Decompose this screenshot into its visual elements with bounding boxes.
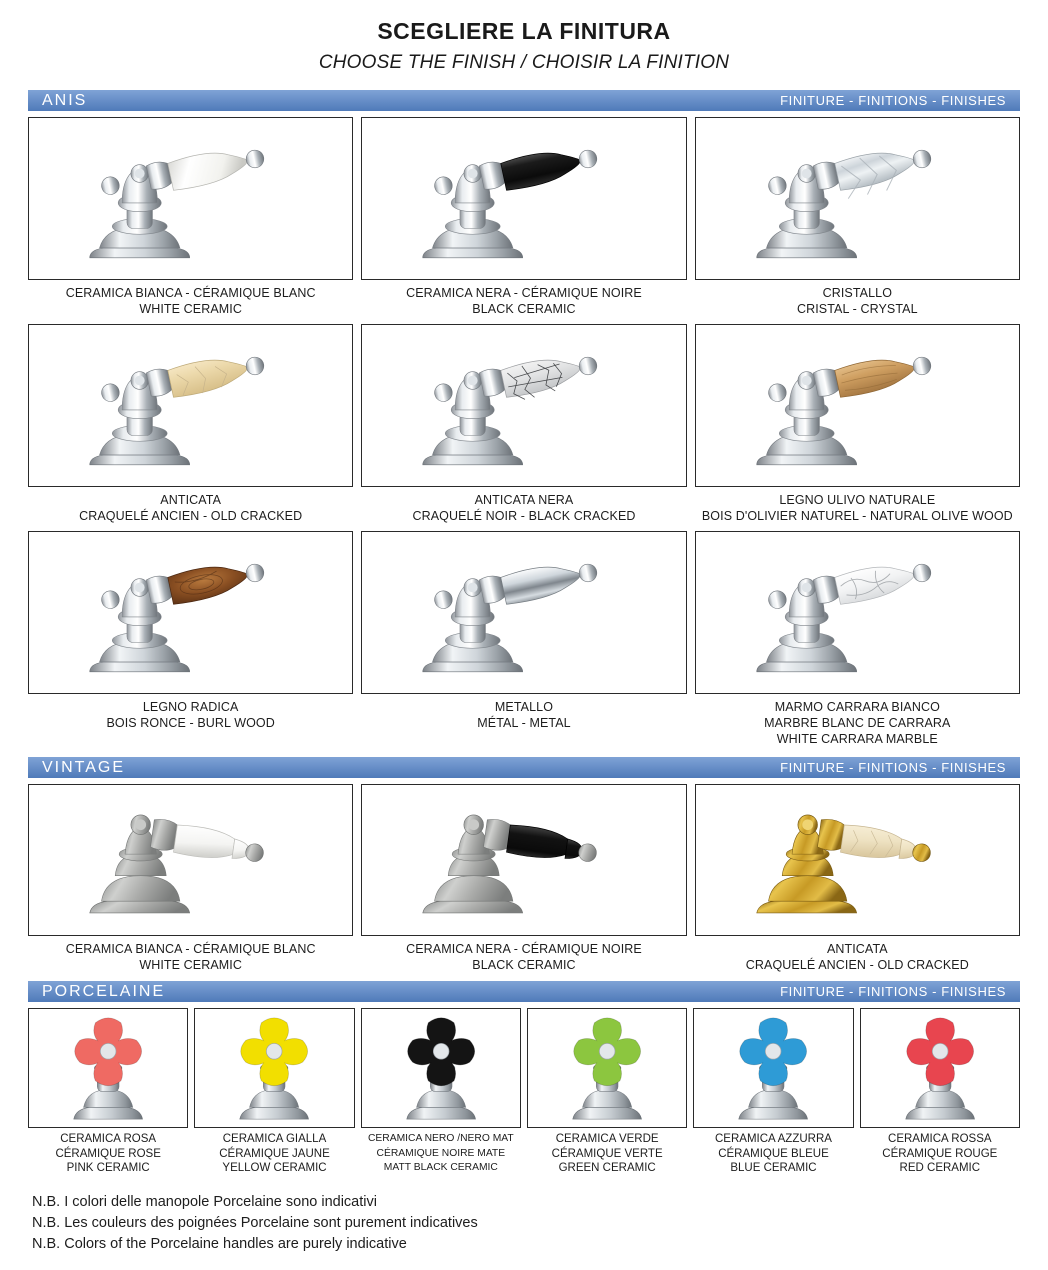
anis-row-3 xyxy=(28,531,1020,747)
title-block xyxy=(0,0,1048,74)
caption-line: CERAMICA GIALLA xyxy=(222,1133,327,1145)
finish-card[interactable] xyxy=(361,531,686,747)
faucet-handle-icon xyxy=(696,118,1019,279)
finish-caption xyxy=(28,487,353,524)
finish-card[interactable] xyxy=(361,324,686,524)
finish-card[interactable] xyxy=(361,784,686,973)
handle-white-ceramic-image xyxy=(28,117,353,280)
content xyxy=(0,90,1048,1255)
finish-caption xyxy=(695,280,1020,317)
anis-row-2 xyxy=(28,324,1020,524)
caption-line: CRISTAL - CRYSTAL xyxy=(796,302,918,316)
caption-line: BOIS D'OLIVIER NATUREL - NATURAL OLIVE WOOD xyxy=(701,509,1013,523)
finish-card[interactable] xyxy=(361,1008,521,1176)
note-line: N.B. Colors of the Porcelaine handles are purely indicative xyxy=(32,1235,407,1252)
caption-line: PINK CERAMIC xyxy=(66,1162,150,1174)
porcelaine-pink-image xyxy=(28,1008,188,1128)
caption-line: METALLO xyxy=(494,700,554,714)
caption-line: CÉRAMIQUE BLEUE xyxy=(718,1147,829,1160)
caption-line: CERAMICA VERDE xyxy=(555,1133,659,1145)
caption-line: CÉRAMIQUE ROUGE xyxy=(882,1147,998,1160)
caption-line: LEGNO RADICA xyxy=(142,700,239,714)
section-band-porcelaine xyxy=(28,981,1020,1002)
band-title-vintage: VINTAGE xyxy=(42,758,126,776)
note-line: N.B. I colori delle manopole Porcelaine sono indicativi xyxy=(32,1193,377,1210)
cross-handle-icon xyxy=(29,1009,187,1127)
caption-line: CERAMICA BIANCA - CÉRAMIQUE BLANC xyxy=(65,942,316,956)
finish-caption xyxy=(860,1128,1020,1176)
finish-card[interactable] xyxy=(28,324,353,524)
vintage-black-ceramic-image xyxy=(361,784,686,936)
caption-line: MARBRE BLANC DE CARRARA xyxy=(764,716,951,730)
caption-line: YELLOW CERAMIC xyxy=(222,1162,327,1174)
faucet-handle-icon xyxy=(362,118,685,279)
faucet-handle-icon xyxy=(362,785,685,935)
handle-black-ceramic-image xyxy=(361,117,686,280)
band-title-porcelaine: PORCELAINE xyxy=(42,982,166,1000)
handle-old-cracked-image xyxy=(28,324,353,487)
caption-line: ANTICATA NERA xyxy=(474,493,574,507)
finish-caption xyxy=(28,694,353,731)
caption-line: CÉRAMIQUE NOIRE MATE xyxy=(376,1147,506,1159)
finish-caption xyxy=(361,487,686,524)
section-band-anis xyxy=(28,90,1020,111)
handle-carrara-marble-image xyxy=(695,531,1020,694)
finish-card[interactable] xyxy=(695,324,1020,524)
note-line: N.B. Les couleurs des poignées Porcelaine sont purement indicatives xyxy=(32,1214,478,1231)
caption-line: CERAMICA NERA - CÉRAMIQUE NOIRE xyxy=(406,286,642,300)
caption-line: BLUE CERAMIC xyxy=(730,1162,817,1174)
finish-caption xyxy=(361,1128,521,1176)
finish-card[interactable] xyxy=(527,1008,687,1176)
page-title: SCEGLIERE LA FINITURA xyxy=(377,18,671,44)
cross-handle-shape xyxy=(75,1018,142,1086)
caption-line: ANTICATA xyxy=(160,493,222,507)
band-right-vintage: FINITURE - FINITIONS - FINISHES xyxy=(780,760,1006,775)
faucet-handle-icon xyxy=(362,325,685,486)
caption-line: LEGNO ULIVO NATURALE xyxy=(779,493,936,507)
cross-handle-icon xyxy=(528,1009,686,1127)
handle-olive-wood-image xyxy=(695,324,1020,487)
band-right-porcelaine: FINITURE - FINITIONS - FINISHES xyxy=(780,984,1006,999)
finish-card[interactable] xyxy=(695,531,1020,747)
finish-card[interactable] xyxy=(28,531,353,747)
faucet-handle-icon xyxy=(696,532,1019,693)
faucet-handle-icon xyxy=(696,785,1019,935)
caption-line: CRISTALLO xyxy=(822,286,893,300)
finish-caption xyxy=(695,694,1020,747)
porcelaine-red-image xyxy=(860,1008,1020,1128)
porcelaine-blue-image xyxy=(693,1008,853,1128)
faucet-handle-icon xyxy=(29,785,352,935)
finish-caption xyxy=(695,936,1020,973)
caption-line: CÉRAMIQUE JAUNE xyxy=(219,1147,330,1160)
caption-line: CÉRAMIQUE VERTE xyxy=(551,1147,663,1160)
notes-block xyxy=(28,1192,1020,1255)
finish-card[interactable] xyxy=(695,117,1020,317)
anis-row-1 xyxy=(28,117,1020,317)
caption-line: CRAQUELÉ NOIR - BLACK CRACKED xyxy=(412,509,636,523)
caption-line: ANTICATA xyxy=(826,942,888,956)
faucet-handle-icon xyxy=(362,532,685,693)
caption-line: GREEN CERAMIC xyxy=(558,1162,656,1174)
band-title-anis: ANIS xyxy=(42,91,88,109)
porcelaine-yellow-image xyxy=(194,1008,354,1128)
finish-card[interactable] xyxy=(695,784,1020,973)
vintage-row-1 xyxy=(28,784,1020,973)
page-subtitle: CHOOSE THE FINISH / CHOISIR LA FINITION xyxy=(318,52,730,73)
porcelaine-black-matt-image xyxy=(361,1008,521,1128)
porcelaine-row xyxy=(28,1008,1020,1176)
caption-line: WHITE CERAMIC xyxy=(139,302,242,316)
faucet-handle-icon xyxy=(29,532,352,693)
finish-caption xyxy=(361,694,686,731)
vintage-old-cracked-image xyxy=(695,784,1020,936)
caption-line: CRAQUELÉ ANCIEN - OLD CRACKED xyxy=(79,509,303,523)
cross-handle-icon xyxy=(694,1009,852,1127)
caption-line: CÉRAMIQUE ROSE xyxy=(55,1147,161,1160)
finish-caption xyxy=(194,1128,354,1176)
caption-line: CRAQUELÉ ANCIEN - OLD CRACKED xyxy=(745,958,969,972)
handle-black-cracked-image xyxy=(361,324,686,487)
handle-metal-image xyxy=(361,531,686,694)
faucet-handle-icon xyxy=(696,325,1019,486)
caption-line: MARMO CARRARA BIANCO xyxy=(774,700,940,714)
finish-caption xyxy=(28,936,353,973)
caption-line: WHITE CARRARA MARBLE xyxy=(776,732,938,746)
caption-line: CERAMICA ROSSA xyxy=(888,1133,992,1145)
finish-caption xyxy=(28,1128,188,1176)
finish-caption xyxy=(361,936,686,973)
finish-caption xyxy=(695,487,1020,524)
finish-card[interactable] xyxy=(28,784,353,973)
faucet-handle-icon xyxy=(29,118,352,279)
vintage-white-ceramic-image xyxy=(28,784,353,936)
caption-line: BLACK CERAMIC xyxy=(472,958,576,972)
porcelaine-green-image xyxy=(527,1008,687,1128)
faucet-handle-icon xyxy=(29,325,352,486)
band-right-anis: FINITURE - FINITIONS - FINISHES xyxy=(780,93,1006,108)
caption-line: MATT BLACK CERAMIC xyxy=(383,1162,498,1173)
finish-card[interactable] xyxy=(693,1008,853,1176)
finish-card[interactable] xyxy=(28,1008,188,1176)
section-band-vintage xyxy=(28,757,1020,778)
caption-line: RED CERAMIC xyxy=(899,1162,981,1174)
finish-caption xyxy=(693,1128,853,1176)
caption-line: CERAMICA AZZURRA xyxy=(715,1133,832,1145)
caption-line: CERAMICA NERA - CÉRAMIQUE NOIRE xyxy=(406,942,642,956)
caption-line: BLACK CERAMIC xyxy=(472,302,576,316)
cross-handle-icon xyxy=(861,1009,1019,1127)
caption-line: CERAMICA NERO /NERO MAT xyxy=(367,1133,514,1144)
finish-caption xyxy=(28,280,353,317)
caption-line: CERAMICA ROSA xyxy=(60,1133,157,1145)
cross-handle-icon xyxy=(362,1009,520,1127)
finish-caption xyxy=(527,1128,687,1176)
handle-burl-wood-image xyxy=(28,531,353,694)
caption-line: BOIS RONCE - BURL WOOD xyxy=(106,716,275,730)
caption-line: WHITE CERAMIC xyxy=(139,958,242,972)
finish-card[interactable] xyxy=(361,117,686,317)
caption-line: MÉTAL - METAL xyxy=(477,716,571,730)
finish-card[interactable] xyxy=(194,1008,354,1176)
finish-card[interactable] xyxy=(860,1008,1020,1176)
finish-card[interactable] xyxy=(28,117,353,317)
finish-caption xyxy=(361,280,686,317)
caption-line: CERAMICA BIANCA - CÉRAMIQUE BLANC xyxy=(65,286,316,300)
cross-handle-icon xyxy=(195,1009,353,1127)
handle-crystal-image xyxy=(695,117,1020,280)
